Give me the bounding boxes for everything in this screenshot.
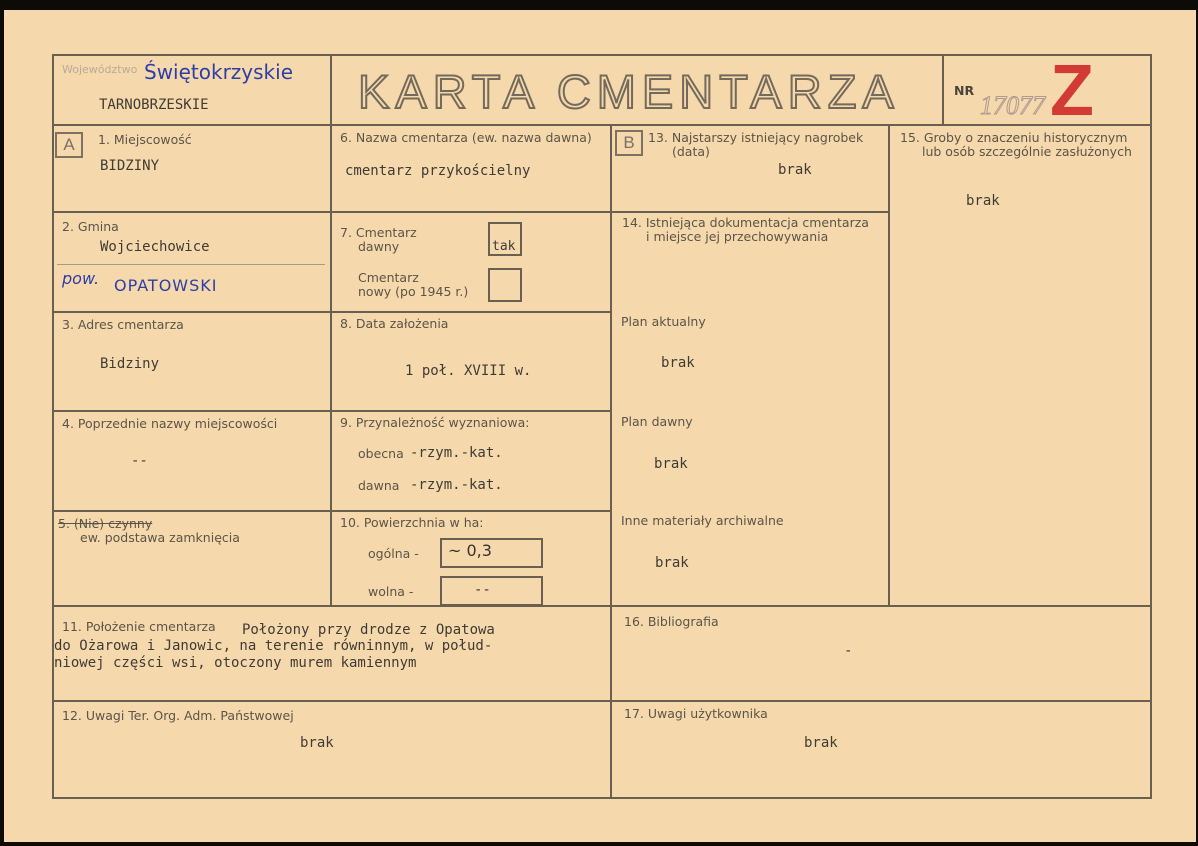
other-materials-label: Inne materiały archiwalne: [621, 513, 784, 528]
field-11-label: 11. Położenie cmentarza: [62, 619, 216, 634]
nr-value: 17077: [980, 91, 1045, 120]
county-prefix: pow.: [62, 269, 100, 288]
rule: [52, 124, 1152, 126]
plan-old-label: Plan dawny: [621, 414, 693, 429]
field-7-value: tak: [492, 239, 516, 254]
field-16-label: 16. Bibliografia: [624, 614, 719, 629]
nr-label: NR: [954, 83, 975, 98]
religion-former-value: -rzym.-kat.: [410, 477, 503, 493]
field-15-value: brak: [966, 193, 1000, 209]
rule: [52, 510, 612, 512]
field-4-value: --: [131, 453, 148, 469]
other-materials-value: brak: [655, 555, 689, 571]
rule: [610, 124, 612, 799]
field-16-value: -: [844, 643, 853, 659]
field-10-label: 10. Powierzchnia w ha:: [340, 515, 484, 530]
area-free-value: --: [474, 582, 491, 598]
field-7-sublabel: dawny: [358, 239, 400, 254]
field-6-value: cmentarz przykościelny: [345, 163, 531, 179]
rule: [52, 410, 612, 412]
red-mark: Z: [1050, 51, 1094, 131]
voivodeship-stamp: Świętokrzyskie: [144, 60, 293, 84]
field-4-label: 4. Poprzednie nazwy miejscowości: [62, 416, 278, 431]
religion-current-value: -rzym.-kat.: [410, 445, 503, 461]
field-17-label: 17. Uwagi użytkownika: [624, 706, 768, 721]
area-total-label: ogólna -: [368, 546, 419, 561]
field-8-label: 8. Data założenia: [340, 316, 449, 331]
area-free-label: wolna -: [368, 584, 414, 599]
plan-current-value: brak: [661, 355, 695, 371]
card-title: KARTA CMENTARZA: [358, 65, 900, 118]
field-13-value: brak: [778, 162, 812, 178]
field-7b-label: Cmentarz: [358, 270, 419, 285]
field-9-label: 9. Przynależność wyznaniowa:: [340, 415, 530, 430]
location-line-1: Położony przy drodze z Opatowa: [242, 622, 495, 638]
field-13-sublabel: (data): [672, 144, 710, 159]
rule: [52, 311, 612, 313]
field-15-label: 15. Groby o znaczeniu historycznym: [900, 130, 1128, 145]
area-total-value: ~ 0,3: [448, 541, 492, 560]
rule: [1150, 54, 1152, 799]
field-12-label: 12. Uwagi Ter. Org. Adm. Państwowej: [62, 708, 294, 723]
field-15-sublabel: lub osób szczególnie zasłużonych: [922, 144, 1132, 159]
rule: [52, 700, 1152, 702]
rule: [52, 605, 1152, 607]
religion-former-label: dawna: [358, 478, 400, 493]
voivodeship-label: Województwo: [62, 63, 138, 76]
rule: [942, 54, 944, 126]
section-b-box: B: [615, 130, 643, 156]
plan-old-value: brak: [654, 456, 688, 472]
field-12-value: brak: [300, 735, 334, 751]
field-2-value: Wojciechowice: [100, 239, 210, 255]
rule: [330, 54, 332, 607]
field-7b-sublabel: nowy (po 1945 r.): [358, 284, 469, 299]
field-17-value: brak: [804, 735, 838, 751]
field-1-value: BIDZINY: [100, 158, 160, 174]
rule: [52, 54, 1152, 56]
rule: [52, 797, 1152, 799]
field-7-label: 7. Cmentarz: [340, 225, 417, 240]
religion-current-label: obecna: [358, 446, 404, 461]
rule: [52, 211, 890, 213]
field-14-label: 14. Istniejąca dokumentacja cmentarza: [622, 215, 869, 230]
rule: [52, 54, 54, 799]
underline: [57, 264, 325, 265]
plan-current-label: Plan aktualny: [621, 314, 706, 329]
region-value: TARNOBRZESKIE: [99, 97, 209, 113]
field-2-label: 2. Gmina: [62, 219, 119, 234]
county-value: OPATOWSKI: [114, 276, 218, 295]
location-line-2: do Ożarowa i Janowic, na terenie równinnym, w połud-: [54, 638, 493, 654]
rule: [888, 124, 890, 607]
field-1-label: 1. Miejscowość: [98, 132, 192, 147]
section-a-box: A: [55, 132, 83, 158]
field-5-sublabel: ew. podstawa zamknięcia: [80, 530, 240, 545]
field-13-label: 13. Najstarszy istniejący nagrobek: [648, 130, 864, 145]
field-5-label: 5. (Nie) czynny: [58, 516, 153, 531]
field-6-label: 6. Nazwa cmentarza (ew. nazwa dawna): [340, 130, 592, 145]
area-free-box: [440, 576, 543, 606]
field-14-sublabel: i miejsce jej przechowywania: [646, 229, 829, 244]
location-line-3: niowej części wsi, otoczony murem kamiennym: [54, 655, 417, 671]
field-3-value: Bidziny: [100, 356, 160, 372]
new-cemetery-checkbox: [488, 268, 522, 302]
field-8-value: 1 poł. XVIII w.: [405, 363, 532, 379]
field-3-label: 3. Adres cmentarza: [62, 317, 184, 332]
